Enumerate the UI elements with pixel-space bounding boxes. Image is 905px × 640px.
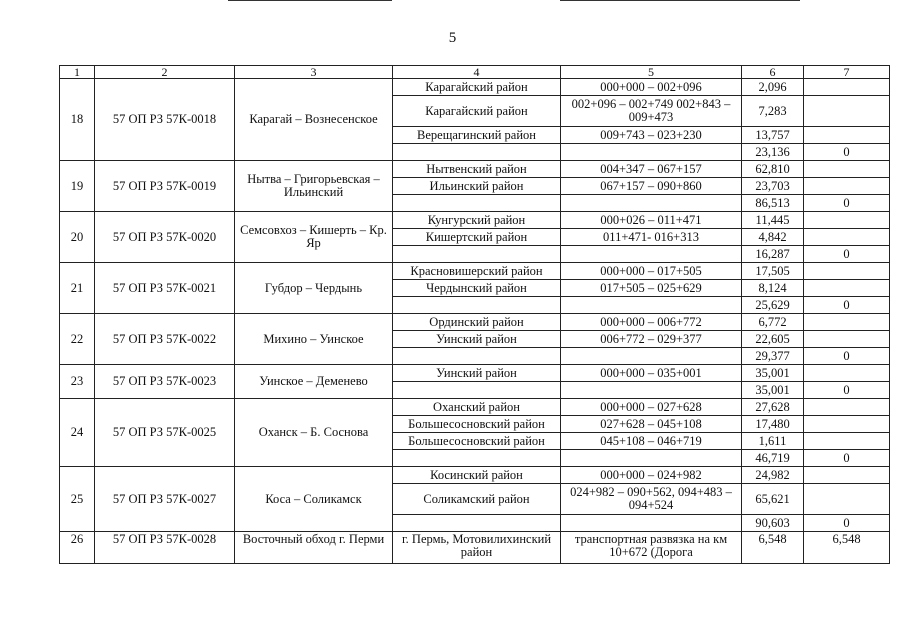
road-code-cell: 57 ОП РЗ 57К-0020 [95, 212, 235, 263]
km-range-cell: 000+000 – 006+772 [561, 314, 742, 331]
col7-value-cell: 0 [804, 450, 890, 467]
empty-cell [804, 178, 890, 195]
empty-cell [804, 484, 890, 515]
total-length-cell: 35,001 [742, 382, 804, 399]
col7-value-cell: 0 [804, 382, 890, 399]
empty-cell [393, 348, 561, 365]
empty-cell [393, 246, 561, 263]
col7-value-cell: 0 [804, 515, 890, 532]
row-number-cell: 24 [60, 399, 95, 467]
road-code-cell: 57 ОП РЗ 57К-0023 [95, 365, 235, 399]
district-cell: Чердынский район [393, 280, 561, 297]
table-row [60, 467, 890, 484]
district-cell: Кишертский район [393, 229, 561, 246]
road-code-cell: 57 ОП РЗ 57К-0019 [95, 161, 235, 212]
column-header: 4 [393, 66, 561, 79]
empty-cell [561, 450, 742, 467]
empty-cell [393, 195, 561, 212]
length-cell: 6,548 [742, 532, 804, 564]
empty-cell [804, 280, 890, 297]
table-row [60, 263, 890, 280]
empty-cell [561, 195, 742, 212]
total-length-cell: 29,377 [742, 348, 804, 365]
col7-value-cell: 0 [804, 195, 890, 212]
km-range-cell: 045+108 – 046+719 [561, 433, 742, 450]
length-cell: 8,124 [742, 280, 804, 297]
empty-cell [561, 144, 742, 161]
column-header: 2 [95, 66, 235, 79]
length-cell: 27,628 [742, 399, 804, 416]
length-cell: 22,605 [742, 331, 804, 348]
row-number-cell: 26 [60, 532, 95, 564]
empty-cell [393, 450, 561, 467]
district-cell: Кунгурский район [393, 212, 561, 229]
column-header: 5 [561, 66, 742, 79]
table-row [60, 161, 890, 178]
empty-cell [804, 416, 890, 433]
district-cell: Красновишерский район [393, 263, 561, 280]
district-cell: Ординский район [393, 314, 561, 331]
district-cell: Карагайский район [393, 79, 561, 96]
empty-cell [804, 467, 890, 484]
district-cell: Уинский район [393, 365, 561, 382]
column-header: 1 [60, 66, 95, 79]
road-code-cell: 57 ОП РЗ 57К-0028 [95, 532, 235, 564]
length-cell: 35,001 [742, 365, 804, 382]
km-range-cell: 006+772 – 029+377 [561, 331, 742, 348]
top-rule [560, 0, 800, 1]
district-cell: Верещагинский район [393, 127, 561, 144]
km-range-cell: 000+000 – 024+982 [561, 467, 742, 484]
empty-cell [393, 515, 561, 532]
length-cell: 17,480 [742, 416, 804, 433]
col7-value-cell: 0 [804, 144, 890, 161]
row-number-cell: 19 [60, 161, 95, 212]
km-range-cell: 024+982 – 090+562, 094+483 – 094+524 [561, 484, 742, 515]
road-name-cell: Губдор – Чердынь [235, 263, 393, 314]
road-name-cell: Уинское – Деменево [235, 365, 393, 399]
road-name-cell: Оханск – Б. Соснова [235, 399, 393, 467]
empty-cell [561, 246, 742, 263]
total-length-cell: 90,603 [742, 515, 804, 532]
road-name-cell: Семсовхоз – Кишерть – Кр. Яр [235, 212, 393, 263]
district-cell: Нытвенский район [393, 161, 561, 178]
empty-cell [804, 212, 890, 229]
empty-cell [393, 144, 561, 161]
km-range-cell: транспортная развязка на км 10+672 (Дорога [561, 532, 742, 564]
empty-cell [561, 515, 742, 532]
row-number-cell: 21 [60, 263, 95, 314]
district-cell: Уинский район [393, 331, 561, 348]
road-code-cell: 57 ОП РЗ 57К-0021 [95, 263, 235, 314]
empty-cell [561, 348, 742, 365]
length-cell: 6,772 [742, 314, 804, 331]
header-row [60, 66, 890, 79]
table-row [60, 532, 890, 564]
road-name-cell: Коса – Соликамск [235, 467, 393, 532]
length-cell: 11,445 [742, 212, 804, 229]
page-number: 5 [448, 30, 457, 46]
empty-cell [393, 297, 561, 314]
row-number-cell: 23 [60, 365, 95, 399]
total-length-cell: 25,629 [742, 297, 804, 314]
district-cell: Косинский район [393, 467, 561, 484]
km-range-cell: 000+000 – 027+628 [561, 399, 742, 416]
length-cell: 4,842 [742, 229, 804, 246]
district-cell: Карагайский район [393, 96, 561, 127]
road-code-cell: 57 ОП РЗ 57К-0025 [95, 399, 235, 467]
length-cell: 2,096 [742, 79, 804, 96]
km-range-cell: 000+000 – 035+001 [561, 365, 742, 382]
empty-cell [804, 161, 890, 178]
col7-value-cell: 6,548 [804, 532, 890, 564]
km-range-cell: 002+096 – 002+749 002+843 – 009+473 [561, 96, 742, 127]
km-range-cell: 000+000 – 017+505 [561, 263, 742, 280]
empty-cell [804, 79, 890, 96]
length-cell: 62,810 [742, 161, 804, 178]
empty-cell [804, 127, 890, 144]
length-cell: 23,703 [742, 178, 804, 195]
road-name-cell: Михино – Уинское [235, 314, 393, 365]
km-range-cell: 000+026 – 011+471 [561, 212, 742, 229]
length-cell: 17,505 [742, 263, 804, 280]
table-row [60, 365, 890, 382]
empty-cell [561, 297, 742, 314]
total-length-cell: 86,513 [742, 195, 804, 212]
district-cell: Большесосновский район [393, 416, 561, 433]
table-row [60, 314, 890, 331]
table-row [60, 399, 890, 416]
district-cell: Оханский район [393, 399, 561, 416]
road-name-cell: Карагай – Вознесенское [235, 79, 393, 161]
road-name-cell: Восточный обход г. Перми [235, 532, 393, 564]
length-cell: 65,621 [742, 484, 804, 515]
length-cell: 7,283 [742, 96, 804, 127]
road-code-cell: 57 ОП РЗ 57К-0018 [95, 79, 235, 161]
district-cell: Ильинский район [393, 178, 561, 195]
empty-cell [804, 263, 890, 280]
empty-cell [804, 365, 890, 382]
row-number-cell: 18 [60, 79, 95, 161]
length-cell: 1,611 [742, 433, 804, 450]
road-name-cell: Нытва – Григорьевская – Ильинский [235, 161, 393, 212]
empty-cell [804, 331, 890, 348]
col7-value-cell: 0 [804, 297, 890, 314]
km-range-cell: 000+000 – 002+096 [561, 79, 742, 96]
empty-cell [804, 96, 890, 127]
column-header: 6 [742, 66, 804, 79]
row-number-cell: 20 [60, 212, 95, 263]
row-number-cell: 25 [60, 467, 95, 532]
column-header: 3 [235, 66, 393, 79]
column-header: 7 [804, 66, 890, 79]
top-rule [228, 0, 392, 1]
roads-table [59, 65, 890, 564]
empty-cell [393, 382, 561, 399]
km-range-cell: 067+157 – 090+860 [561, 178, 742, 195]
col7-value-cell: 0 [804, 348, 890, 365]
km-range-cell: 027+628 – 045+108 [561, 416, 742, 433]
km-range-cell: 009+743 – 023+230 [561, 127, 742, 144]
total-length-cell: 23,136 [742, 144, 804, 161]
km-range-cell: 004+347 – 067+157 [561, 161, 742, 178]
row-number-cell: 22 [60, 314, 95, 365]
km-range-cell: 011+471- 016+313 [561, 229, 742, 246]
length-cell: 24,982 [742, 467, 804, 484]
empty-cell [804, 399, 890, 416]
empty-cell [804, 314, 890, 331]
length-cell: 13,757 [742, 127, 804, 144]
total-length-cell: 16,287 [742, 246, 804, 263]
empty-cell [561, 382, 742, 399]
district-cell: г. Пермь, Мотовилихинский район [393, 532, 561, 564]
km-range-cell: 017+505 – 025+629 [561, 280, 742, 297]
empty-cell [804, 229, 890, 246]
table-row [60, 79, 890, 96]
empty-cell [804, 433, 890, 450]
table-row [60, 212, 890, 229]
road-code-cell: 57 ОП РЗ 57К-0022 [95, 314, 235, 365]
district-cell: Соликамский район [393, 484, 561, 515]
road-code-cell: 57 ОП РЗ 57К-0027 [95, 467, 235, 532]
district-cell: Большесосновский район [393, 433, 561, 450]
total-length-cell: 46,719 [742, 450, 804, 467]
col7-value-cell: 0 [804, 246, 890, 263]
